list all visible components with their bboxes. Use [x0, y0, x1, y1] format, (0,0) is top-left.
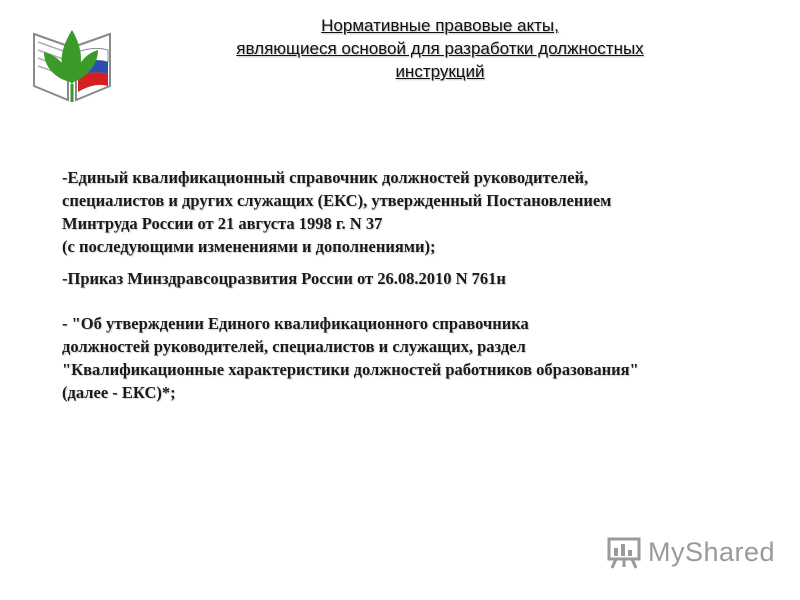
title-line-2: являющиеся основой для разработки должностных: [236, 39, 644, 58]
paragraph-order-761n: [62, 267, 782, 290]
paragraph-eks-directory: [62, 166, 782, 258]
document-body: [62, 166, 782, 404]
paragraph-line: "Квалификационные характеристики должностей работников образования": [62, 360, 639, 379]
title-line-3: инструкций: [395, 62, 485, 81]
paragraph-line: (с последующими изменениями и дополнениями);: [62, 237, 436, 256]
paragraph-line: -Единый квалификационный справочник должностей руководителей,: [62, 168, 589, 187]
paragraph-line: -Приказ Минздравсоцразвития России от 26.08.2010 N 761н: [62, 269, 506, 288]
paragraph-line: Минтруда России от 21 августа 1998 г. N 37: [62, 214, 383, 233]
presentation-board-icon: [606, 534, 642, 570]
title-line-1: Нормативные правовые акты,: [321, 16, 559, 35]
myshared-watermark[interactable]: [606, 532, 775, 572]
paragraph-approval: [62, 312, 782, 404]
paragraph-line: - "Об утверждении Единого квалификационного справочника: [62, 314, 529, 333]
trade-union-logo: [28, 12, 116, 104]
paragraph-line: должностей руководителей, специалистов и служащих, раздел: [62, 337, 526, 356]
paragraph-line: специалистов и других служащих (ЕКС), утвержденный Постановлением: [62, 191, 612, 210]
page-title: [150, 14, 730, 83]
paragraph-line: (далее - ЕКС)*;: [62, 383, 176, 402]
watermark-text: MyShared: [648, 536, 776, 567]
